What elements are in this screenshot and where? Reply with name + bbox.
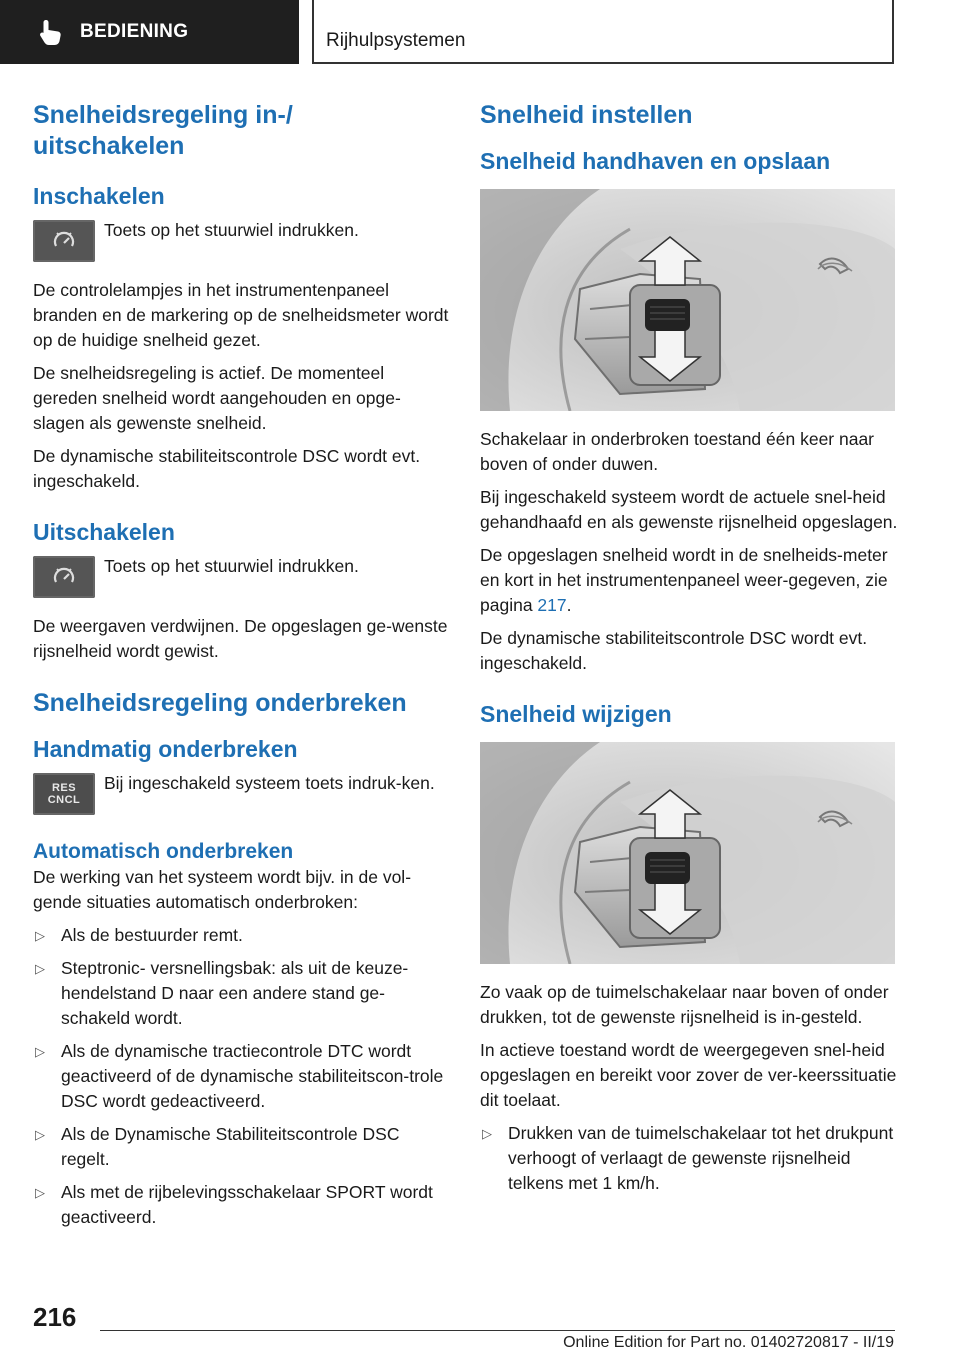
handmatig-instruction: Bij ingeschakeld systeem toets indruk-ken.	[104, 773, 435, 793]
chapter-header	[312, 0, 894, 64]
paragraph: De werking van het systeem wordt bijv. in de vol-gende situaties automatisch onderbroken:	[33, 867, 412, 912]
left-column	[33, 100, 451, 1238]
steering-wheel-switch-photo	[480, 189, 895, 411]
heading-automatisch: Automatisch onderbreken	[33, 840, 294, 863]
list-item: ▷ Als de dynamische tractiecontrole DTC wordt geactiveerd of de dynamische stabiliteitscon-trole DSC wordt gedeactiveerd.	[35, 1041, 444, 1111]
heading-inschakelen: Inschakelen	[33, 183, 165, 209]
page-link[interactable]: 217	[537, 595, 567, 615]
list-item: ▷ Als met de rijbelevingsschakelaar SPORT wordt geactiveerd.	[35, 1182, 433, 1227]
heading-snelheid-instellen: Snelheid instellen	[480, 101, 693, 129]
button-row-uitschakelen	[33, 556, 451, 598]
paragraph: De controlelampjes in het instrumentenpaneel branden en de markering op de snelheidsmeter wordt op de huidige snelheid gezet.	[33, 280, 449, 350]
interruption-list	[33, 923, 451, 1230]
heading-onderbreken: Snelheidsregeling onderbreken	[33, 689, 407, 717]
chapter-title: Rijhulpsystemen	[326, 30, 466, 51]
heading-wijzigen: Snelheid wijzigen	[480, 701, 672, 727]
paragraph: Zo vaak op de tuimelschakelaar naar boven of onder drukken, tot de gewenste rijsnelheid is in-gesteld.	[480, 982, 889, 1027]
button-row-handmatig	[33, 773, 451, 815]
triangle-bullet-icon: ▷	[482, 1126, 492, 1141]
list-item: ▷ Steptronic- versnellingsbak: als uit de keuze-hendelstand D naar een andere stand ge-schakeld wordt.	[35, 958, 409, 1028]
paragraph: De opgeslagen snelheid wordt in de snelheids-meter en kort in het instrumentenpaneel weer-gegeven, zie pagina 217.	[480, 545, 888, 615]
steering-wheel-switch-photo	[480, 742, 895, 964]
heading-uitschakelen: Uitschakelen	[33, 519, 175, 545]
cruise-control-button-icon	[33, 556, 95, 598]
res-label: RES	[51, 782, 77, 794]
heading-cruise-on-off: Snelheidsregeling in-/ uitschakelen	[33, 101, 293, 160]
footer-divider	[100, 1330, 895, 1331]
list-item: ▷ Als de bestuurder remt.	[33, 923, 451, 948]
heading-handhaven: Snelheid handhaven en opslaan	[480, 148, 831, 174]
paragraph: In actieve toestand wordt de weergegeven snel-heid opgeslagen en bereikt voor zover de ver-keerssituatie dit toelaat.	[480, 1040, 897, 1110]
heading-handmatig: Handmatig onderbreken	[33, 736, 298, 762]
paragraph: De snelheidsregeling is actief. De momenteel gereden snelheid wordt aangehouden en opge-slagen als gewenste snelheid.	[33, 363, 401, 433]
uitschakelen-instruction: Toets op het stuurwiel indrukken.	[104, 556, 359, 576]
list-item: ▷ Drukken van de tuimelschakelaar tot het drukpunt verhoogt of verlaagt de gewenste rijsnelheid telkens met 1 km/h.	[482, 1123, 894, 1193]
button-row-inschakelen	[33, 220, 451, 262]
section-label: BEDIENING	[80, 21, 189, 42]
list-item: ▷ Als de Dynamische Stabiliteitscontrole DSC regelt.	[35, 1124, 400, 1169]
paragraph: Schakelaar in onderbroken toestand één keer naar boven of onder duwen.	[480, 429, 875, 474]
inschakelen-instruction: Toets op het stuurwiel indrukken.	[104, 220, 359, 240]
hand-pointer-icon	[36, 17, 66, 47]
paragraph: De dynamische stabiliteitscontrole DSC wordt evt. ingeschakeld.	[480, 628, 868, 673]
paragraph: Bij ingeschakeld systeem wordt de actuele snel-heid gehandhaafd en als gewenste rijsnelheid opgeslagen.	[480, 487, 898, 532]
triangle-bullet-icon: ▷	[35, 1044, 45, 1059]
cncl-label: CNCL	[47, 794, 81, 806]
speedometer-icon	[51, 566, 77, 588]
paragraph: De weergaven verdwijnen. De opgeslagen ge-wenste rijsnelheid wordt gewist.	[33, 616, 448, 661]
section-tab	[0, 0, 299, 64]
res-cncl-button-icon	[33, 773, 95, 815]
speed-change-list	[480, 1121, 898, 1196]
right-column	[480, 100, 898, 1204]
triangle-bullet-icon: ▷	[35, 1185, 45, 1200]
footer-edition: Online Edition for Part no. 01402720817 - II/19	[563, 1334, 894, 1351]
triangle-bullet-icon: ▷	[35, 1127, 45, 1142]
page-number: 216	[33, 1302, 77, 1332]
triangle-bullet-icon: ▷	[35, 928, 45, 943]
paragraph: De dynamische stabiliteitscontrole DSC wordt evt. ingeschakeld.	[33, 446, 421, 491]
cruise-control-button-icon	[33, 220, 95, 262]
speedometer-icon	[51, 230, 77, 252]
triangle-bullet-icon: ▷	[35, 961, 45, 976]
